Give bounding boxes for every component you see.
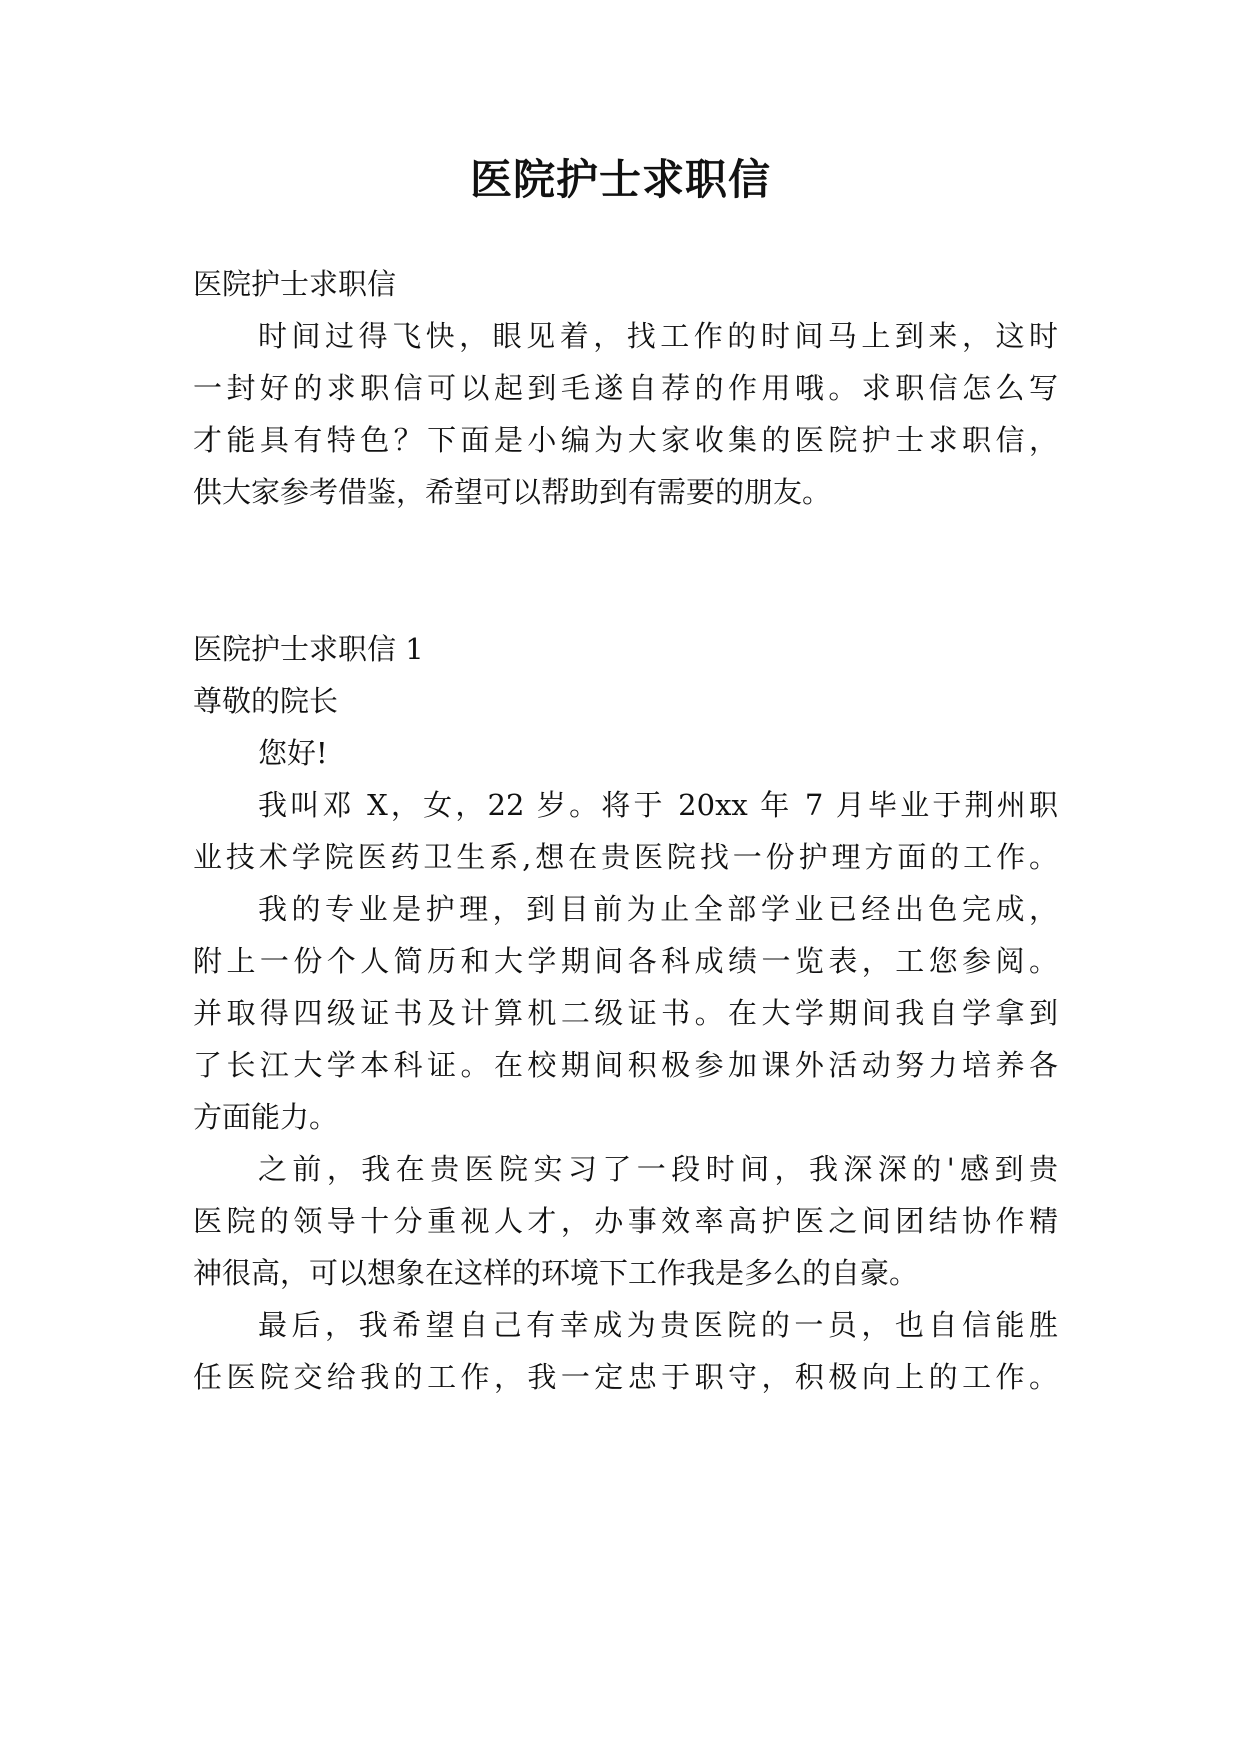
letter-salutation: 尊敬的院长: [193, 684, 339, 718]
document-title: 医院护士求职信: [469, 155, 771, 204]
paragraph-line: 神很高，可以想象在这样的环境下工作我是多么的自豪。: [193, 1256, 919, 1290]
intro-heading: 医院护士求职信: [193, 267, 397, 301]
paragraph-line: 医院的领导十分重视人才，办事效率高护医之间团结协作精: [193, 1204, 1058, 1238]
paragraph-line: 并取得四级证书及计算机二级证书。在大学期间我自学拿到: [193, 996, 1058, 1030]
paragraph-line: 之前，我在贵医院实习了一段时间，我深深的'感到贵: [258, 1152, 1058, 1186]
letter-heading: 医院护士求职信 1: [193, 632, 424, 666]
paragraph-line: 我的专业是护理，到目前为止全部学业已经出色完成，: [258, 892, 1058, 926]
paragraph-line: 我叫邓 X，女，22 岁。将于 20xx 年 7 月毕业于荆州职: [258, 788, 1058, 822]
paragraph-line: 任医院交给我的工作，我一定忠于职守，积极向上的工作。: [193, 1360, 1058, 1394]
intro-line: 才能具有特色？下面是小编为大家收集的医院护士求职信，: [193, 423, 1058, 457]
intro-line: 供大家参考借鉴，希望可以帮助到有需要的朋友。: [193, 475, 832, 509]
paragraph-line: 附上一份个人简历和大学期间各科成绩一览表，工您参阅。: [193, 944, 1058, 978]
intro-line: 时间过得飞快，眼见着，找工作的时间马上到来，这时: [258, 319, 1058, 353]
intro-line: 一封好的求职信可以起到毛遂自荐的作用哦。求职信怎么写: [193, 371, 1058, 405]
paragraph-line: 业技术学院医药卫生系,想在贵医院找一份护理方面的工作。: [193, 840, 1058, 874]
letter-greeting: 您好!: [258, 736, 328, 770]
paragraph-line: 了长江大学本科证。在校期间积极参加课外活动努力培养各: [193, 1048, 1058, 1082]
paragraph-line: 方面能力。: [193, 1100, 339, 1134]
paragraph-line: 最后，我希望自己有幸成为贵医院的一员，也自信能胜: [258, 1308, 1058, 1342]
